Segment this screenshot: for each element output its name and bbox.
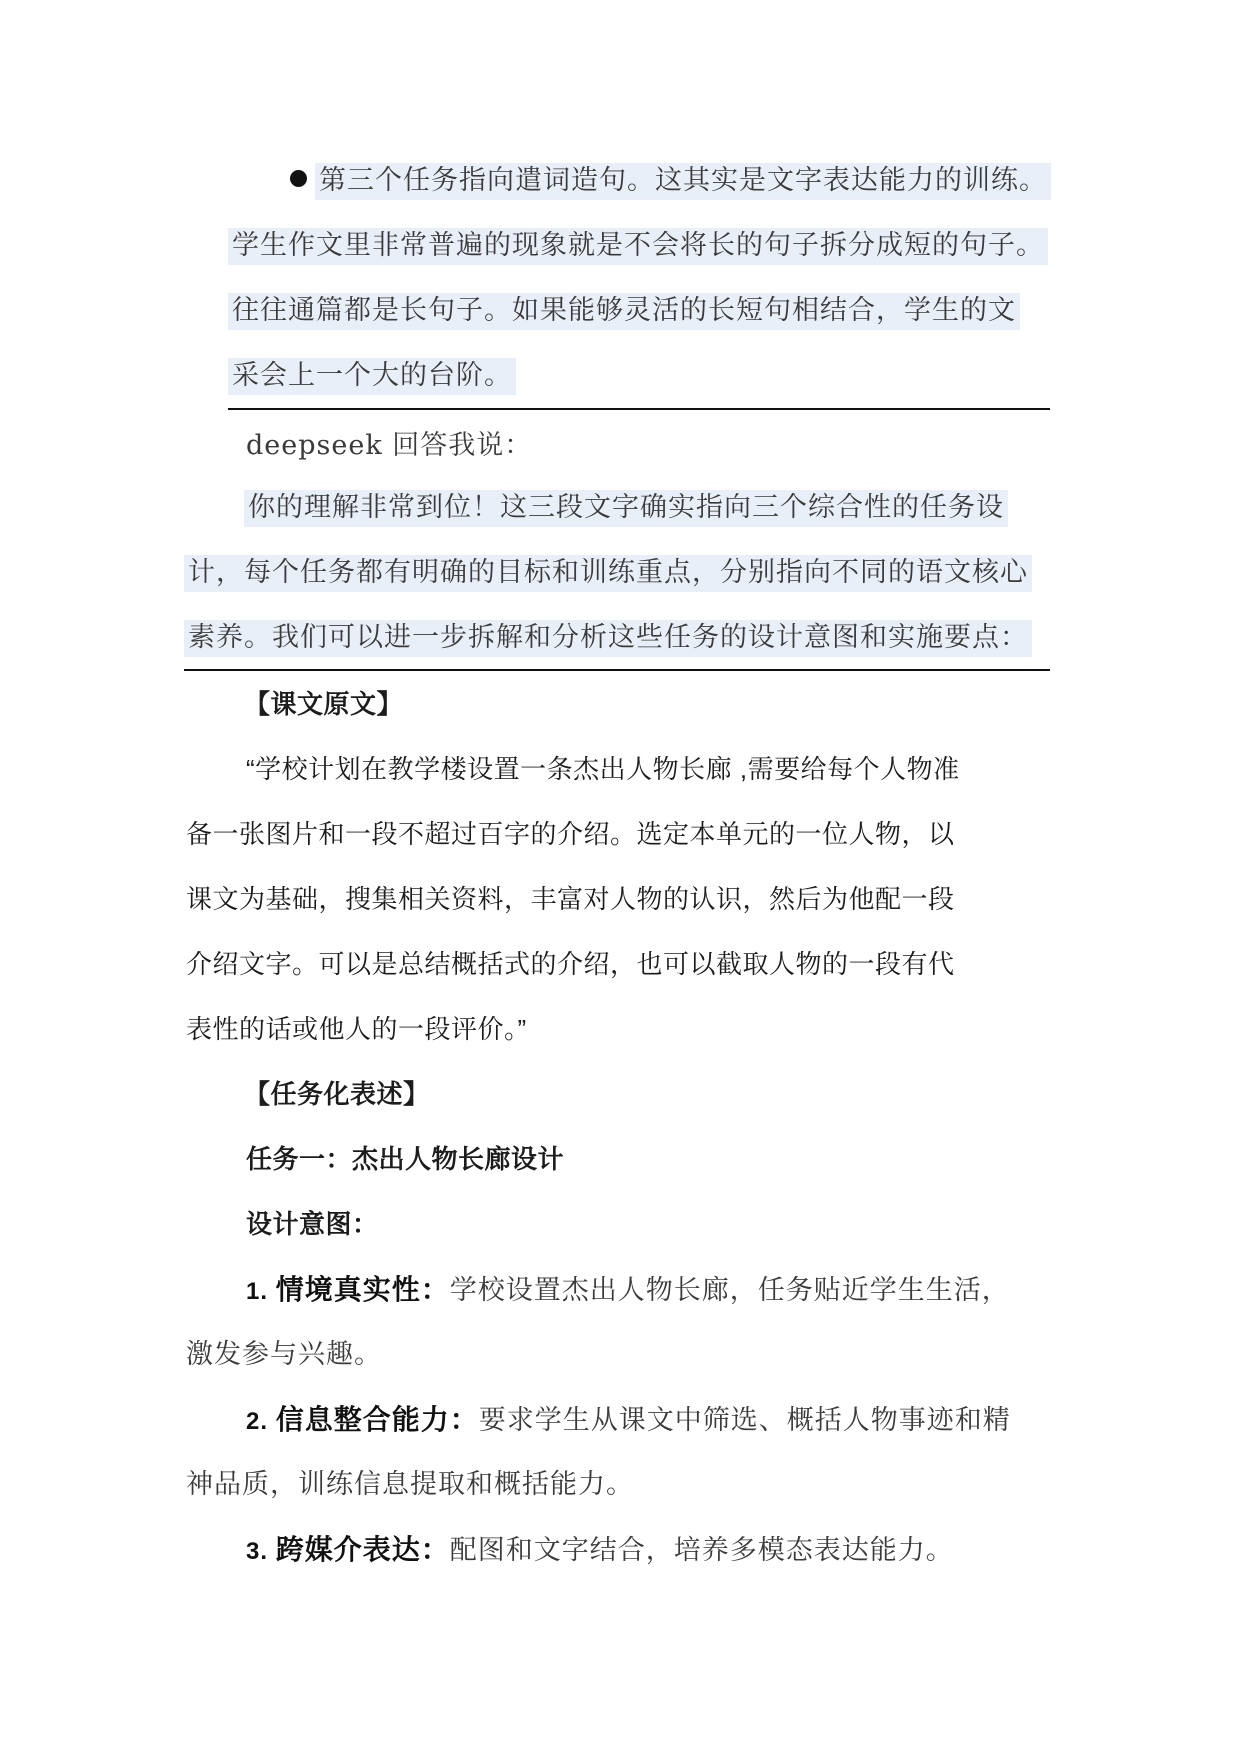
section2-line-1: 你的理解非常到位！这三段文字确实指向三个综合性的任务设 [244, 489, 1008, 527]
point-2-continuation: 神品质，训练信息提取和概括能力。 [186, 1469, 634, 1500]
quote-line-3: 课文为基础，搜集相关资料，丰富对人物的认识，然后为他配一段 [186, 884, 955, 914]
point-1-text: 学校设置杰出人物长廊，任务贴近学生生活， [449, 1275, 1010, 1306]
task1-title: 任务一：杰出人物长廊设计 [246, 1144, 565, 1174]
point-2-text: 要求学生从课文中筛选、概括人物事迹和精 [478, 1405, 1011, 1436]
point-3-text: 配图和文字结合，培养多模态表达能力。 [449, 1535, 954, 1566]
point-2 [246, 1401, 1011, 1441]
heading-task-statement: 【任务化表述】 [244, 1079, 430, 1109]
quote-line-4: 介绍文字。可以是总结概括式的介绍，也可以截取人物的一段有代 [186, 949, 955, 979]
design-intent-label: 设计意图： [246, 1209, 379, 1239]
divider-1 [228, 408, 1050, 410]
point-1-continuation: 激发参与兴趣。 [186, 1339, 382, 1370]
point-3-title: 跨媒介表达： [275, 1534, 450, 1565]
point-1-number: 1. [246, 1278, 269, 1305]
quote-line-2: 备一张图片和一段不超过百字的介绍。选定本单元的一位人物，以 [186, 819, 955, 849]
divider-2 [184, 669, 1050, 671]
heading-original-text: 【课文原文】 [244, 689, 404, 719]
point-3-number: 3. [246, 1538, 269, 1565]
point-2-number: 2. [246, 1408, 269, 1435]
section1-line-1: 第三个任务指向遣词造句。这其实是文字表达能力的训练。 [290, 162, 1051, 200]
section1-line-3: 往往通篇都是长句子。如果能够灵活的长短句相结合，学生的文 [228, 292, 1020, 330]
section1-line-2: 学生作文里非常普遍的现象就是不会将长的句子拆分成短的句子。 [228, 227, 1048, 265]
point-2-title: 信息整合能力： [275, 1404, 479, 1435]
point-1-title: 情境真实性： [275, 1274, 450, 1305]
bullet-icon [290, 170, 307, 187]
point-1 [246, 1271, 1010, 1311]
section1-line-4: 采会上一个大的台阶。 [228, 357, 516, 395]
quote-line-5: 表性的话或他人的一段评价。” [186, 1014, 527, 1044]
quote-line-1: “学校计划在教学楼设置一条杰出人物长廊 ,需要给每个人物准 [246, 754, 960, 784]
section2-line-3: 素养。我们可以进一步拆解和分析这些任务的设计意图和实施要点： [184, 619, 1032, 657]
point-3 [246, 1531, 954, 1571]
section2-line-2: 计，每个任务都有明确的目标和训练重点，分别指向不同的语文核心 [184, 554, 1032, 592]
section2-intro: deepseek 回答我说： [246, 430, 533, 461]
